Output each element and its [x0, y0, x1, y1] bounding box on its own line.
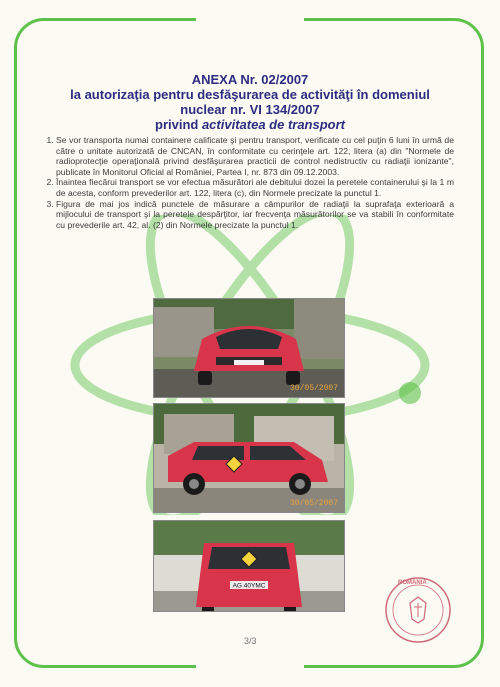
activity-name: activitatea de transport	[201, 117, 345, 132]
activity-line	[40, 117, 460, 132]
requirements-list	[40, 135, 454, 230]
seal-text: ROMÂNIA	[398, 580, 427, 586]
license-plate: AG 40YMC	[232, 582, 266, 590]
car-rear-photo	[153, 520, 345, 612]
photo-date: 30/05/2007	[289, 384, 338, 393]
list-item: 3. Figura de mai jos indică punctele de măsurare a câmpurilor de radiaţii la suprafaţa exterioară a mijlocului de transport şi la peretele despărţitor, iar frecvenţa măsurătorilor se va stabili în conformitate cu prevederile art. 42, al. (2) din Normele precizate la punctul 1.	[56, 199, 454, 231]
photo-date: 30/05/2007	[289, 499, 338, 508]
annex-title: ANEXA Nr. 02/2007	[191, 72, 309, 87]
frame-top-gap	[196, 14, 304, 24]
authorization-number: nuclear nr. VI 134/2007	[180, 102, 320, 117]
activity-prefix: privind	[155, 117, 202, 132]
car-side-photo	[153, 403, 345, 513]
list-item: 2. Înaintea fiecărui transport se vor efectua măsurători ale debitului dozei la peretele containerului şi la 1 m de acesta, conform prevederilor art. 122, litera (c), din Normele precizate la punctul 1.	[56, 177, 454, 198]
car-front-photo	[153, 298, 345, 398]
list-item: 1. Se vor transporta numai containere calificate şi pentru transport, verificate cu cel puţin 6 luni în urmă de către o unitate autorizată de CNCAN, în conformitate cu cerinţele art. 122, litera (a) din "Normele de radioprotecţie operaţională privind desfăşurarea practicii de control nedistructiv cu radiaţii ionizante", publicate în Monitorul Oficial al României, Partea I, nr. 873 din 09.12.2003.	[56, 135, 454, 177]
annex-subtitle-line: la autorizaţia pentru desfăşurarea de activităţi în domeniul	[70, 87, 430, 102]
page-number: 3/3	[244, 636, 257, 646]
frame-bottom-gap	[196, 663, 304, 673]
document-header	[40, 72, 460, 132]
